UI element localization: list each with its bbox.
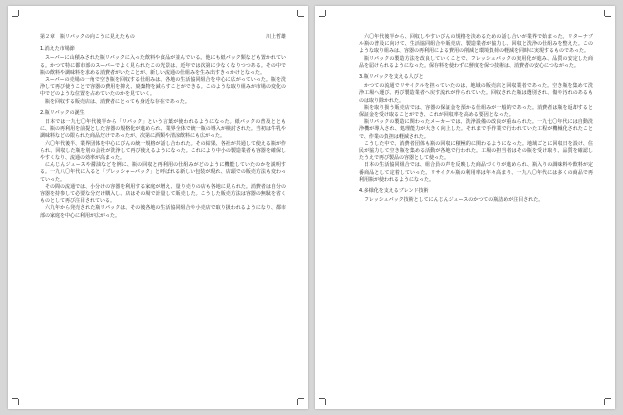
- crop-mark: [18, 399, 19, 405]
- author-name: 川上哲雄: [265, 34, 286, 40]
- section-heading: 4.多様化を支えるブレンド技術: [359, 188, 429, 195]
- chapter-title: 第２章 瓶リパックの向こうに見えたもの: [40, 34, 135, 40]
- crop-mark: [605, 398, 611, 399]
- paragraph: 六〇年代後半から、回収しやすいびんの規格を決めるための話し合いが業界で始まった。リターナブル瓶の普及に向けて、生活協同組合や販売店、製造業者が協力し、回収と洗浄の仕組みを整えた。このような取り組みは、容器の再利用による費用の削減と環境負荷の軽減を同時に実現するものであった。: [359, 34, 593, 55]
- crop-mark: [298, 16, 304, 17]
- section-heading: 3.瓶リパックを支える人びと: [359, 74, 424, 81]
- crop-mark: [325, 10, 326, 16]
- paragraph: スーパーに山積みされた瓶リパックに入った飲料や食品が並んでいる。他にも紙パック類なども置かれている。かつて特に都市部のスーパーでよく見られたこの光景は、近年では次第に少なくなりつつある。その中で瓶の飲料や調味料を求める消費者がいたことが、新しい流通の仕組みを生み出すきっかけとなった。: [40, 55, 286, 76]
- section-heading: 2.瓶リパックの誕生: [40, 109, 85, 116]
- paragraph: 六〇年代後半、業界団体を中心にびんの統一規格が話し合われた。その結果、各社が共通して使える瓶が作られ、回収した瓶を別の会社が洗浄して再び使えるようになった。これにより中小の製造業者も容器を確保しやすくなり、流通の効率が高まった。: [40, 140, 286, 162]
- page-right: [315, 6, 615, 409]
- paragraph: こうした中で、消費者団体も瓶の回収に積極的に関わるようになった。地域ごとに回収日を設け、住民が協力して空き瓶を集める活動が各地で行われた。工場の担当者はその瓶を受け取り、品質を確認したうえで再び製品の容器として使った。: [359, 140, 593, 162]
- paragraph: 日本では一九七〇年代後半から「リパック」という言葉が使われるようになった。紙パックの普及とともに、瓶の再利用を前提とした容器の規格化が進められ、業界全体で統一瓶の導入が検討された。当初は牛乳や調味料などの限られた商品だけであったが、次第に酒類や清涼飲料にも広がった。: [40, 119, 286, 140]
- crop-mark: [12, 16, 18, 17]
- crop-mark: [319, 16, 325, 17]
- section-heading: 1.消えた市場節: [40, 46, 75, 53]
- crop-mark: [297, 399, 298, 405]
- paragraph: 六九年から発売された瓶リパックは、その後各地の生活協同組合や小売店で取り扱われるようになり、都市部の家庭を中心に利用が広がった。: [40, 205, 286, 219]
- paragraph: スーパーの売場の一角で空き瓶を回収する仕組みは、各地の生活協同組合を中心に広がっていった。瓶を洗浄して再び使うことで容器の費用を抑え、廃棄物を減らすことができる。このような取り組みが市場の変化の中でどのような位置を占めていたのかを見ていく。: [40, 77, 286, 98]
- crop-mark: [298, 398, 304, 399]
- paragraph: 日本の生活協同組合では、組合員の声を反映した商品づくりが進められ、瓶入りの調味料や飲料が定番商品として定着していった。リサイクル瓶の利用率は年々高まり、一九八〇年代には多くの商品で再利用瓶が使われるようになった。: [359, 162, 593, 183]
- paragraph: 瓶を取り扱う販売店では、容器の保証金を預かる仕組みが一般的であった。消費者は瓶を返却すると保証金を受け取ることができ、これが回収率を高める要因となった。: [359, 104, 593, 119]
- crop-mark: [604, 10, 605, 16]
- page-content: [40, 34, 286, 220]
- crop-mark: [297, 10, 298, 16]
- paragraph: フレッシュパック技術としてにんじんジュースのかつての瓶詰めが注目された。: [364, 197, 544, 204]
- crop-mark: [605, 16, 611, 17]
- crop-mark: [325, 399, 326, 405]
- paragraph: 瓶リパックの製造方法を改良していくことで、フレッシュパックの実用化が進み、品質の安定した商品を届けられるようになった。保存料を使わずに鮮度を保つ技術は、消費者の安心につながった。: [359, 55, 593, 69]
- crop-mark: [604, 399, 605, 405]
- paragraph: かつての流通でリサイクルを担っていたのは、地域の販売店と回収業者であった。空き瓶を集めて洗浄工場へ運び、再び製造業者へ戻す流れが作られていた。回収された瓶は選別され、傷や汚れのあるものは取り除かれた。: [359, 83, 593, 104]
- paragraph: その間の流通では、小分けの容器を利用する家庭が増え、量り売りの店も各地に見られた。消費者は自分の容器を持参して必要な分だけ購入し、店はその場で計量して販売した。こうした販売方法は容器の無駄を省くものとして再び注目されている。: [40, 183, 286, 205]
- chapter-header: [40, 34, 286, 41]
- paragraph: 瓶を回収する販売店は、消費者にとっても身近な存在であった。: [45, 98, 190, 105]
- page-content: [359, 34, 593, 204]
- crop-mark: [18, 10, 19, 16]
- paragraph: にんじんジュースや醤油などを例に、瓶の回収と再利用の仕組みがどのように機能していたのかを説明する。一九八〇年代に入ると「プレッシャーパック」と呼ばれる新しい包装が現れ、店頭での販売方法も変わっていった。: [40, 162, 286, 183]
- paragraph: 瓶リパックの製造に関わったメーカーでは、洗浄設備の改良が重ねられた。一九七〇年代には自動洗浄機が導入され、処理能力が大きく向上した。それまで手作業で行われていた工程が機械化されたことで、作業の負担は軽減された。: [359, 119, 593, 140]
- page-left: [8, 6, 308, 409]
